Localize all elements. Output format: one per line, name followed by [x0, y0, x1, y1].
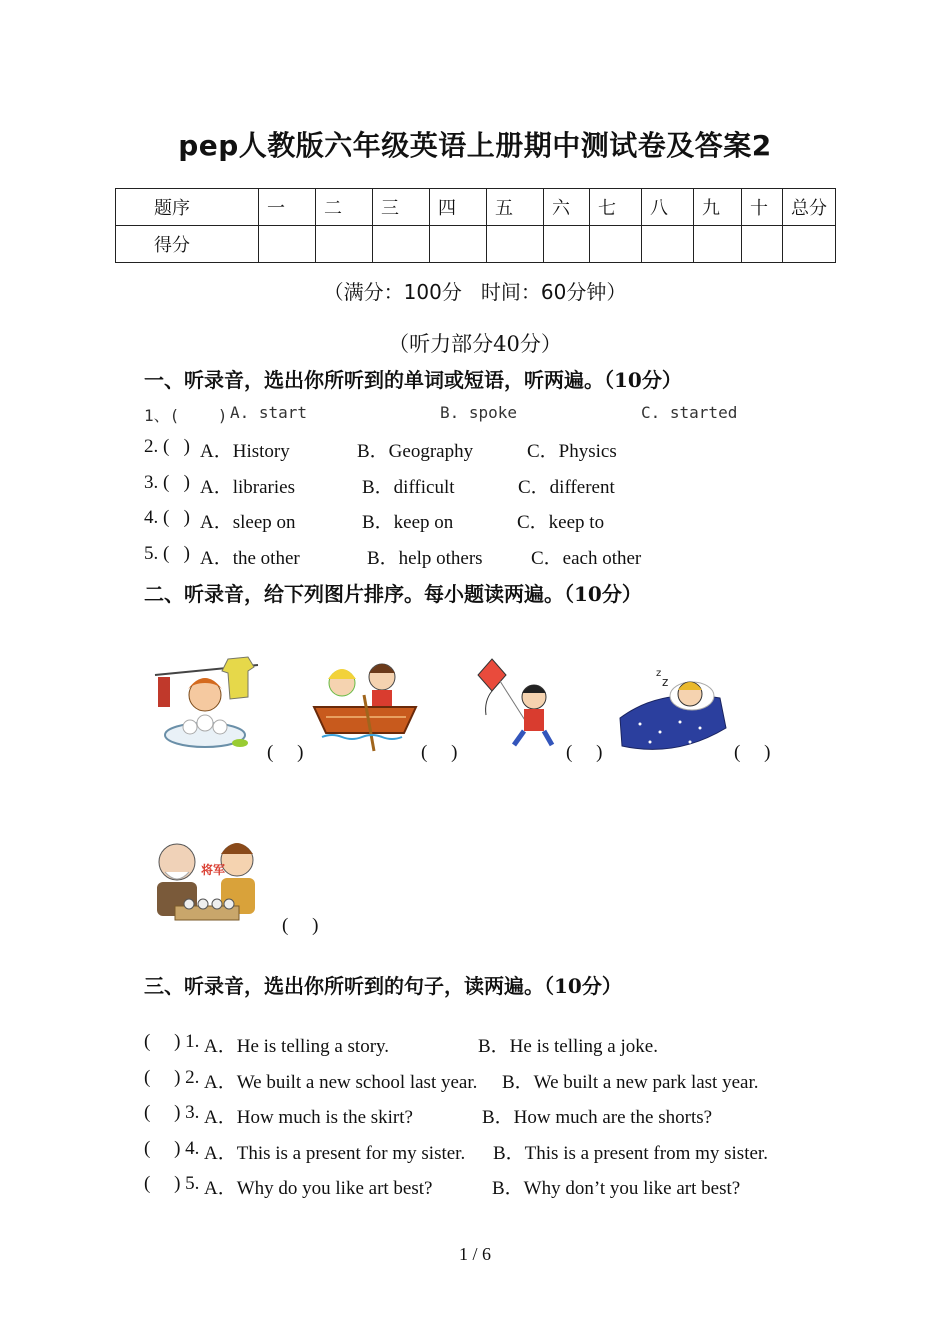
- listening-header: （听力部分40分）: [388, 332, 562, 356]
- q3-number: 3. ( ): [144, 472, 190, 493]
- q5-option-b: B．help others: [367, 548, 483, 569]
- score-table-header-row: [116, 189, 836, 226]
- cell-col: 七: [590, 189, 642, 226]
- q4-number: 4. ( ): [144, 507, 190, 528]
- q1-number: 1、( ): [144, 406, 228, 425]
- q2-option-c: C．Physics: [527, 441, 617, 462]
- q5-option-a: A．the other: [200, 548, 300, 569]
- score-cell[interactable]: [544, 226, 590, 263]
- score-cell[interactable]: [259, 226, 316, 263]
- s3-q2-option-a: A．We built a new school last year.: [204, 1072, 478, 1093]
- s3-q4-option-b: B．This is a present from my sister.: [493, 1143, 768, 1164]
- cell-col: 五: [487, 189, 544, 226]
- q2-number: 2. ( ): [144, 436, 190, 457]
- s3-q3-option-b: B．How much are the shorts?: [482, 1107, 713, 1128]
- s3-q3-option-a: A．How much is the skirt?: [204, 1107, 413, 1128]
- cell-col: 四: [430, 189, 487, 226]
- cell-label: 题序: [116, 189, 259, 226]
- s3-q1-number: ( ) 1.: [144, 1031, 200, 1052]
- exam-meta: （满分：100分 时间：60分钟）: [323, 280, 627, 304]
- score-cell[interactable]: [783, 226, 836, 263]
- answer-paren-5[interactable]: ( ): [282, 915, 319, 936]
- s3-q4-option-a: A．This is a present for my sister.: [204, 1143, 466, 1164]
- score-table-score-row: [116, 226, 836, 263]
- q2-option-a: A．History: [200, 441, 290, 462]
- q3-option-c: C．different: [518, 477, 615, 498]
- score-cell[interactable]: [430, 226, 487, 263]
- q5-option-c: C．each other: [531, 548, 642, 569]
- score-cell[interactable]: [642, 226, 694, 263]
- score-cell[interactable]: [373, 226, 430, 263]
- cell-col: 六: [544, 189, 590, 226]
- page-number: 1 / 6: [458, 1244, 491, 1264]
- q1-option-b: B. spoke: [440, 403, 518, 422]
- flying-kite-picture: [470, 655, 562, 755]
- q2-option-b: B．Geography: [357, 441, 474, 462]
- washing-clothes-picture: [150, 645, 262, 755]
- score-cell[interactable]: [590, 226, 642, 263]
- score-cell[interactable]: [487, 226, 544, 263]
- page-title: pep人教版六年级英语上册期中测试卷及答案2: [178, 129, 772, 162]
- score-cell[interactable]: [316, 226, 373, 263]
- q3-option-a: A．libraries: [200, 477, 295, 498]
- score-cell[interactable]: [742, 226, 783, 263]
- score-table: [115, 188, 836, 263]
- s3-q5-number: ( ) 5.: [144, 1173, 200, 1194]
- cell-col: 二: [316, 189, 373, 226]
- answer-paren-4[interactable]: ( ): [734, 742, 771, 763]
- s3-q2-option-b: B．We built a new park last year.: [502, 1072, 759, 1093]
- s3-q4-number: ( ) 4.: [144, 1138, 200, 1159]
- score-cell[interactable]: [694, 226, 742, 263]
- cell-col: 九: [694, 189, 742, 226]
- q1-option-c: C. started: [641, 403, 738, 422]
- s3-q5-option-b: B．Why don’t you like art best?: [492, 1178, 741, 1199]
- rowing-boat-picture: [312, 655, 418, 755]
- answer-paren-3[interactable]: ( ): [566, 742, 603, 763]
- sleeping-picture: [610, 662, 730, 762]
- q4-option-c: C．keep to: [517, 512, 605, 533]
- q5-number: 5. ( ): [144, 543, 190, 564]
- s3-q1-option-a: A．He is telling a story.: [204, 1036, 390, 1057]
- q4-option-a: A．sleep on: [200, 512, 296, 533]
- q4-option-b: B．keep on: [362, 512, 454, 533]
- section3-heading: 三、听录音，选出你所听到的句子，读两遍。（10分）: [144, 974, 622, 998]
- cell-col: 一: [259, 189, 316, 226]
- cell-col: 十: [742, 189, 783, 226]
- cell-label: 得分: [116, 226, 259, 263]
- answer-paren-2[interactable]: ( ): [421, 742, 458, 763]
- section1-heading: 一、听录音，选出你所听到的单词或短语，听两遍。（10分）: [144, 368, 682, 392]
- s3-q1-option-b: B．He is telling a joke.: [478, 1036, 658, 1057]
- q1-option-a: A. start: [230, 403, 308, 422]
- svg-text:z: z: [656, 668, 662, 679]
- cell-col: 八: [642, 189, 694, 226]
- cell-col: 三: [373, 189, 430, 226]
- svg-text:z: z: [662, 675, 669, 689]
- answer-paren-1[interactable]: ( ): [267, 742, 304, 763]
- s3-q5-option-a: A．Why do you like art best?: [204, 1178, 433, 1199]
- svg-text:将军: 将军: [201, 863, 226, 877]
- s3-q3-number: ( ) 3.: [144, 1102, 200, 1123]
- s3-q2-number: ( ) 2.: [144, 1067, 200, 1088]
- cell-total: 总分: [783, 189, 836, 226]
- q3-option-b: B．difficult: [362, 477, 455, 498]
- section2-heading: 二、听录音，给下列图片排序。每小题读两遍。（10分）: [144, 582, 642, 606]
- playing-chess-picture: [145, 832, 265, 932]
